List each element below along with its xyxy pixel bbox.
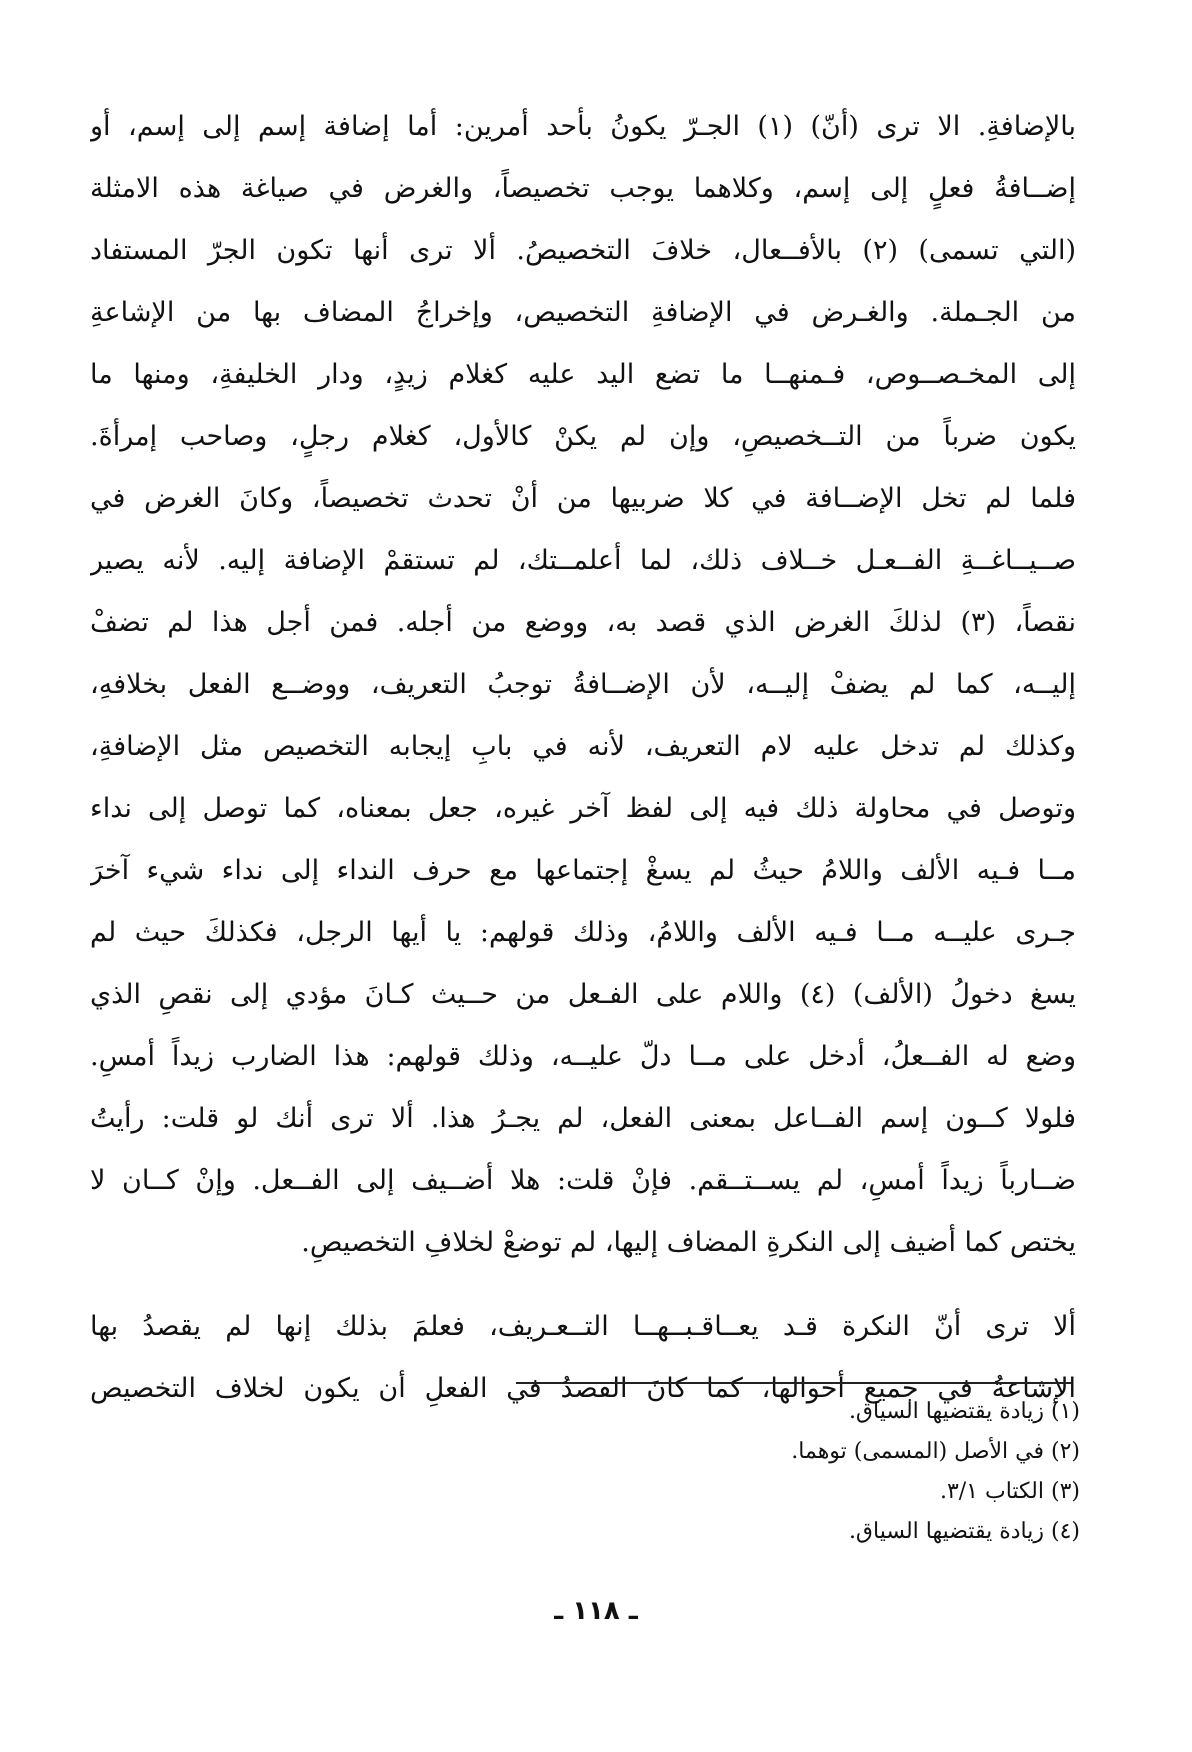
text-line: من الجـملة. والغـرض في الإضافةِ التخصيص، وإخراجُ المضاف بها من الإشاعةِ bbox=[90, 297, 1076, 328]
text-line: يكون ضرباً من التــخصيصِ، وإن لم يكنْ كالأول، كغلام رجلٍ، وصاحب إمرأةَ. bbox=[90, 421, 1076, 452]
text-line: صــيــاغــةِ الفــعـل خــلاف ذلك، لما أعلمــتك، لم تستقمْ الإضافة إليه. لأنه يصير bbox=[90, 545, 1076, 576]
page-number: ـ ١١٨ ـ bbox=[554, 1596, 638, 1626]
text-line: فلولا كــون إسم الفــاعل بمعنى الفعل، لم يجـرُ هذا. ألا ترى أنك لو قلت: رأيتُ bbox=[90, 1103, 1076, 1134]
text-line: يختص كما أضيف إلى النكرةِ المضاف إليها، لم توضعْ لخلافِ التخصيصِ. bbox=[301, 1227, 1076, 1258]
text-line: إليــه، كما لم يضفْ إليــه، لأن الإضــافةُ توجبُ التعريف، ووضــع الفعل بخلافهِ، bbox=[90, 669, 1076, 700]
footnote-2: (٢) في الأصل (المسمى) توهما. bbox=[791, 1439, 1080, 1464]
text-line: بالإضافةِ. الا ترى (أنّ) (١) الجـرّ يكونُ بأحد أمرين: أما إضافة إسم إلى إسم، أو bbox=[90, 111, 1076, 142]
text-line: ضــارباً زيداً أمسِ، لم يســتــقم. فإنْ قلت: هلا أضــيف إلى الفــعل. وإنْ كــان لا bbox=[90, 1165, 1076, 1196]
text-line: (التي تسمى) (٢) بالأفــعال، خلافَ التخصيصُ. ألا ترى أنها تكون الجرّ المستفاد bbox=[90, 235, 1076, 266]
text-line: إضــافةُ فعلٍ إلى إسم، وكلاهما يوجب تخصيصاً، والغرض في صياغة هذه الامثلة bbox=[90, 173, 1076, 204]
text-line: جـرى عليــه مــا فـيه الألف واللامُ، وذلك قولهم: يا أيها الرجل، فكذلكَ حيث لم bbox=[90, 917, 1076, 948]
footnote-divider bbox=[516, 1382, 1072, 1384]
footnote-3: (٣) الكتاب ٣/١. bbox=[939, 1479, 1080, 1504]
text-line: مــا فـيه الألف واللامُ حيثُ لم يسغْ إجتماعها مع حرف النداء إلى نداء شيء آخرَ bbox=[90, 855, 1076, 886]
text-line: ألا ترى أنّ النكرة قـد يعــاقـبــهــا التــعـريف، فعلمَ بذلك إنها لم يقصدُ بها bbox=[90, 1311, 1076, 1342]
text-line: وتوصل في محاولة ذلك فيه إلى لفظ آخر غيره، جعل بمعناه، كما توصل إلى نداء bbox=[90, 793, 1076, 824]
text-line: فلما لم تخل الإضــافة في كلا ضربيها من أنْ تحدث تخصيصاً، وكانَ الغرض في bbox=[90, 483, 1076, 514]
footnote-1: (١) زيادة يقتضيها السياق. bbox=[848, 1399, 1080, 1424]
text-line: الإشاعةُ في جميع أحوالها، كما كانَ القصدُ في الفعلِ أن يكون لخلاف التخصيص bbox=[90, 1373, 1076, 1404]
text-line: وكذلك لم تدخل عليه لام التعريف، لأنه في بابِ إيجابه التخصيص مثل الإضافةِ، bbox=[90, 731, 1076, 762]
paragraph-gap bbox=[90, 1274, 1076, 1296]
text-line: إلى المخـصــوص، فـمنهــا ما تضع اليد عليه كغلام زيدٍ، ودار الخليفةِ، ومنها ما bbox=[90, 359, 1076, 390]
text-line: يسغ دخولُ (الألف) (٤) واللام على الفـعل من حــيث كـانَ مؤدي إلى نقصِ الذي bbox=[90, 979, 1076, 1010]
text-line: نقصاً، (٣) لذلكَ الغرض الذي قصد به، ووضع من أجله. فمن أجل هذا لم تضفْ bbox=[90, 607, 1076, 638]
footnotes bbox=[600, 1392, 1080, 1552]
footnote-4: (٤) زيادة يقتضيها السياق. bbox=[848, 1519, 1080, 1544]
text-line: وضع له الفــعلُ، أدخل على مــا دلّ عليــه، وذلك قولهم: هذا الضارب زيداً أمسِ. bbox=[90, 1041, 1076, 1072]
main-text bbox=[90, 96, 1076, 1420]
